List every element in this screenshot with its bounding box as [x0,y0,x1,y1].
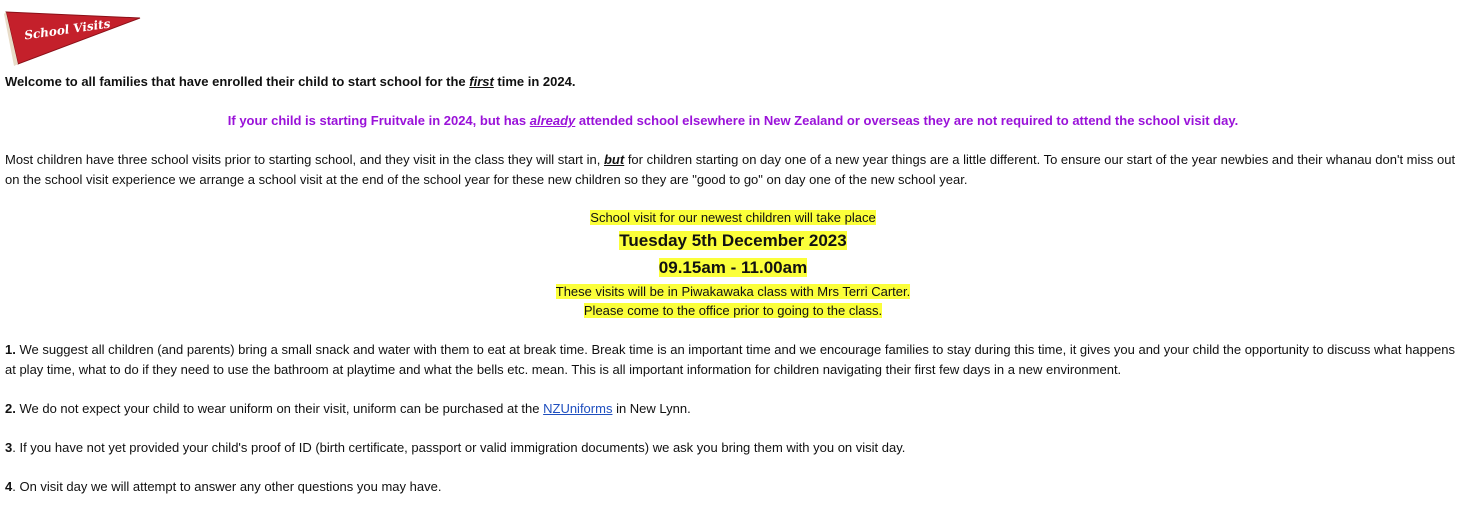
school-visits-banner [4,4,144,68]
list-item: 2. We do not expect your child to wear uniform on their visit, uniform can be purchased at the NZUniforms in New Lynn. [5,401,691,416]
already-attended-notice: If your child is starting Fruitvale in 2024, but has already attended school elsewhere in New Zealand or overseas they are not required to attend the school visit day. [227,113,1239,128]
list-item: 3. If you have not yet provided your child's proof of ID (birth certificate, passport or valid immigration documents) we ask you bring them with you on visit day. [5,440,906,455]
list-item: 1. We suggest all children (and parents) bring a small snack and water with them to eat at break time. Break time is an important time and we encourage families to stay during this time, it gives you and your child the opportunity to discuss what happens at play time, what to do if they need to use the bathroom at playtime and what the bells etc. mean. This is all important information for children navigating their first few days in a new environment. [5,342,1455,377]
intro-emphasis: but [603,152,625,167]
welcome-emphasis: first [469,74,494,89]
intro-paragraph: Most children have three school visits prior to starting school, and they visit in the class they will start in, but for children starting on day one of a new year things are a little different. To ensure our start of the year newbies and their whanau don't miss out on the school visit experience we arrange a school visit at the end of the school year for these new children so they are "good to go" on day one of the new school year. [5,152,1456,187]
welcome-text: Welcome to all families that have enrolled their child to start school for the first time in 2024. [5,74,576,89]
visit-lead: School visit for our newest children will take place [590,210,876,225]
notice-emphasis: already [529,113,576,128]
banner-text: School Visits [23,16,112,43]
list-item: 4. On visit day we will attempt to answer any other questions you may have. [5,479,442,494]
nzuniforms-link[interactable]: NZUniforms [543,401,613,416]
visit-office: Please come to the office prior to going to the class. [583,303,883,318]
visit-class: These visits will be in Piwakawaka class with Mrs Terri Carter. [555,284,911,299]
visit-time: 09.15am - 11.00am [658,258,808,277]
visit-date: Tuesday 5th December 2023 [619,231,847,250]
